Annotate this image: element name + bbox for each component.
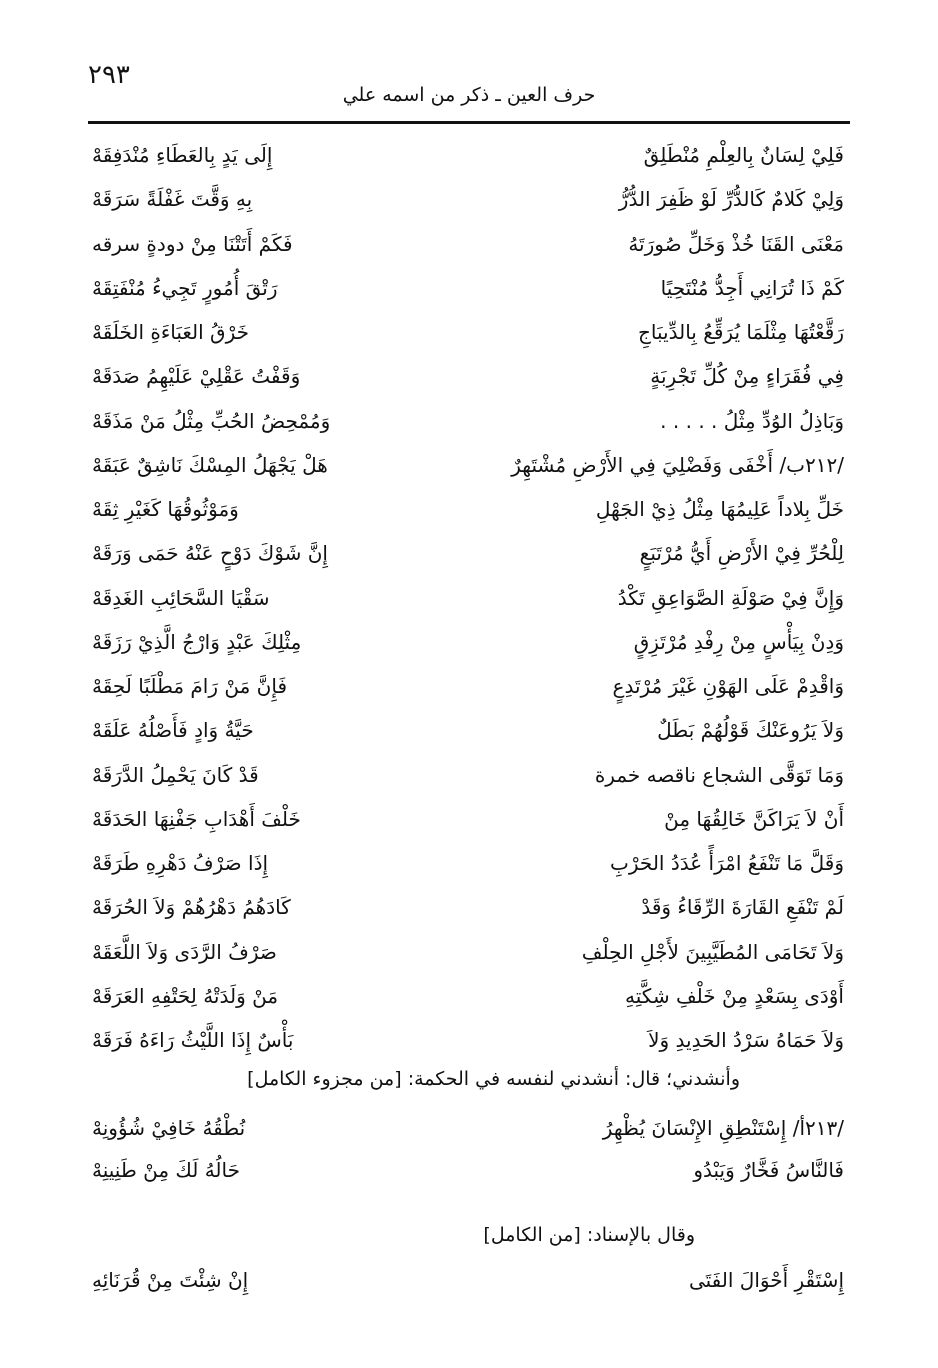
second-hemistich: خَلْفَ أَهْدَابِ جَفْنِهَا الحَدَقَهْ — [92, 806, 301, 831]
first-hemistich: أَوْدَى بِسَعْدٍ مِنْ خَلْفِ شِكَّتِهِ — [625, 983, 844, 1008]
first-hemistich: وَدِنْ بِيَأْسٍ مِنْ رِفْدِ مُرْتَزِقٍ — [633, 629, 844, 654]
second-hemistich: بَأْسٌ إِذَا اللَّيْثُ رَاءَهُ فَرَقَهْ — [92, 1028, 294, 1052]
first-hemistich: وَمَا تَوَقَّى الشجاع ناقصه خمرة — [594, 762, 844, 787]
verse-line — [92, 1260, 844, 1300]
verse-line — [92, 1150, 844, 1190]
first-hemistich: وَبَاذِلُ الوُدِّ مِثْلُ . . . . . — [660, 408, 844, 433]
first-hemistich: فَلِيْ لِسَانٌ بِالعِلْمِ مُنْطَلِقٌ — [643, 143, 844, 167]
second-hemistich: هَلْ يَجْهَلُ المِسْكَ نَاشِقٌ عَبَقَهْ — [92, 452, 328, 477]
first-hemistich: مَعْنَى القَنَا خُذْ وَخَلِّ صُورَتَهُ — [628, 231, 844, 256]
verse-line — [92, 887, 844, 927]
first-hemistich: رَقَّعْتُهَا مِثْلَمَا يُرَقِّعُ بِالدِّيبَاجِ — [638, 320, 844, 344]
second-hemistich: كَادَهُمُ دَهْرُهُمْ وَلاَ الحُرَقَهْ — [92, 895, 291, 920]
second-hemistich: فَإِنَّ مَنْ رَامَ مَطْلَبًا لَحِقَهْ — [92, 674, 288, 698]
verse-line — [92, 843, 844, 883]
first-hemistich: فَالنَّاسُ فَخَّارٌ وَيَبْدُو — [693, 1158, 844, 1182]
verse-line — [92, 666, 844, 706]
verse-line — [92, 533, 844, 573]
second-hemistich: رَتْقَ أُمُورٍ تَجِيءُ مُنْفَتِقَهْ — [92, 275, 278, 300]
second-hemistich: إِنَّ شَوْكَ دَوْحٍ عَنْهُ حَمَى وَرَقَهْ — [92, 541, 328, 566]
first-hemistich: لِلْحُرِّ فِيْ الأَرْضِ أَيُّ مُرْتَبَعٍ — [639, 541, 844, 566]
first-hemistich: خَلِّ بِلاداً عَلِيمُهَا مِثْلُ ذِيْ الجَهْلِ — [595, 497, 844, 521]
poem-intro: وأنشدني؛ قال: أنشدني لنفسه في الحكمة: [من مجزوء الكامل] — [247, 1068, 740, 1090]
verse-line — [92, 1020, 844, 1060]
first-hemistich: وَلاَ تَحَامَى المُطَيَّبِينَ لأَجْلِ الحِلْفِ — [581, 939, 844, 964]
page-number: ٢٩٣ — [88, 60, 130, 90]
poem-intro: وقال بالإسناد: [من الكامل] — [483, 1224, 695, 1246]
second-hemistich: وَمَوْثُوقُهَا كَغَيْرِ ثِقَهْ — [92, 497, 239, 521]
first-hemistich: /٢١٣أ/ إِسْتَنْطِقِ الإِنْسَانَ يُظْهِرُ — [602, 1116, 844, 1140]
first-hemistich: إِسْتَقْرِ أَحْوَالَ الفَتَى — [688, 1268, 844, 1292]
second-hemistich: قَدْ كَانَ يَحْمِلُ الدَّرَقَهْ — [92, 762, 259, 787]
verse-line — [92, 135, 844, 175]
second-hemistich: إِذَا صَرْفُ دَهْرِهِ طَرَقَهْ — [92, 851, 269, 875]
first-hemistich: /٢١٢ب/ أَخْفَى وَفَضْلِيَ فِي الأَرْضِ مُشْتَهِرٌ — [511, 452, 844, 477]
verse-line — [92, 799, 844, 839]
second-hemistich: فَكَمْ أَتَتْنَا مِنْ دودةٍ سرقه — [92, 231, 293, 256]
verse-line — [92, 224, 844, 264]
verse-line — [92, 710, 844, 750]
verse-line — [92, 445, 844, 485]
first-hemistich: وَاقْدِمْ عَلَى الهَوْنِ غَيْرَ مُرْتَدِعٍ — [612, 674, 844, 698]
second-hemistich: بِهِ وَقَّتَ غَفْلَةً سَرَقَهْ — [92, 187, 253, 212]
verse-line — [92, 578, 844, 618]
verse-line — [92, 356, 844, 396]
second-hemistich: وَقَفْتُ عَقْلِيْ عَلَيْهِمُ صَدَقَهْ — [92, 364, 301, 389]
verse-line — [92, 401, 844, 441]
verse-line — [92, 976, 844, 1016]
verse-line — [92, 1108, 844, 1148]
verse-line — [92, 932, 844, 972]
second-hemistich: مَنْ وَلَدَتْهُ لِحَتْفِهِ العَرَقَهْ — [92, 983, 279, 1008]
first-hemistich: فِي فُقَرَاءٍ مِنْ كُلِّ تَجْرِبَةٍ — [650, 364, 844, 389]
first-hemistich: كَمْ ذَا تُرَانِي أَجِدُّ مُنْتَحِيًا — [660, 275, 844, 300]
second-hemistich: حَالُهُ لَكَ مِنْ طَنِينِهْ — [92, 1158, 240, 1182]
verse-line — [92, 489, 844, 529]
first-hemistich: وَلاَ يَرُوعَنْكَ قَوْلُهُمْ بَطَلٌ — [657, 718, 844, 743]
verse-line — [92, 622, 844, 662]
second-hemistich: مِثْلِكَ عَبْدٍ وَارْجُ الَّذِيْ رَزَقَهْ — [92, 629, 302, 654]
second-hemistich: سَقْيَا السَّحَائِبِ الغَدِقَهْ — [92, 585, 270, 610]
verse-line — [92, 755, 844, 795]
second-hemistich: خَرْقُ العَبَاءَةِ الخَلَقَهْ — [92, 320, 249, 344]
second-hemistich: حَيَّةُ وَادٍ فَأَصْلُهُ عَلَقَهْ — [92, 718, 254, 743]
first-hemistich: وَلاَ حَمَاهُ سَرْدُ الحَدِيدِ وَلاَ — [648, 1028, 844, 1052]
second-hemistich: نُطْقُهُ خَافِيْ شُؤُونِهْ — [92, 1116, 246, 1140]
second-hemistich: وَمُمْحِضُ الحُبِّ مِثْلُ مَنْ مَذَقَهْ — [92, 408, 331, 433]
verse-line — [92, 268, 844, 308]
second-hemistich: إِلَى يَدٍ بِالعَطَاءِ مُنْدَفِقَهْ — [92, 143, 273, 167]
second-hemistich: صَرْفُ الرَّدَى وَلاَ اللَّعَقَهْ — [92, 939, 277, 964]
first-hemistich: وَإِنَّ فِيْ صَوْلَةِ الصَّوَاعِقِ تَكْدُ — [617, 585, 844, 610]
first-hemistich: وَلِيْ كَلامٌ كَالدُّرِّ لَوْ ظَفِرَ الدُّرُّ — [618, 187, 844, 212]
first-hemistich: وَقَلَّ مَا تَنْفَعُ امْرَأً عُدَدُ الحَرْبِ — [610, 851, 844, 875]
second-hemistich: إِنْ شِئْتَ مِنْ قُرَنَائِهِ — [92, 1268, 249, 1292]
first-hemistich: لَمْ تَنْفَعِ القَارَةَ الرِّقَاءُ وَقَدْ — [641, 895, 844, 920]
verse-line — [92, 179, 844, 219]
running-header: حرف العين ـ ذكر من اسمه علي — [342, 84, 596, 106]
first-hemistich: أَنْ لاَ يَرَاكَنَّ خَالِقُهَا مِنْ — [664, 806, 844, 831]
verse-line — [92, 312, 844, 352]
header-rule — [88, 121, 850, 124]
